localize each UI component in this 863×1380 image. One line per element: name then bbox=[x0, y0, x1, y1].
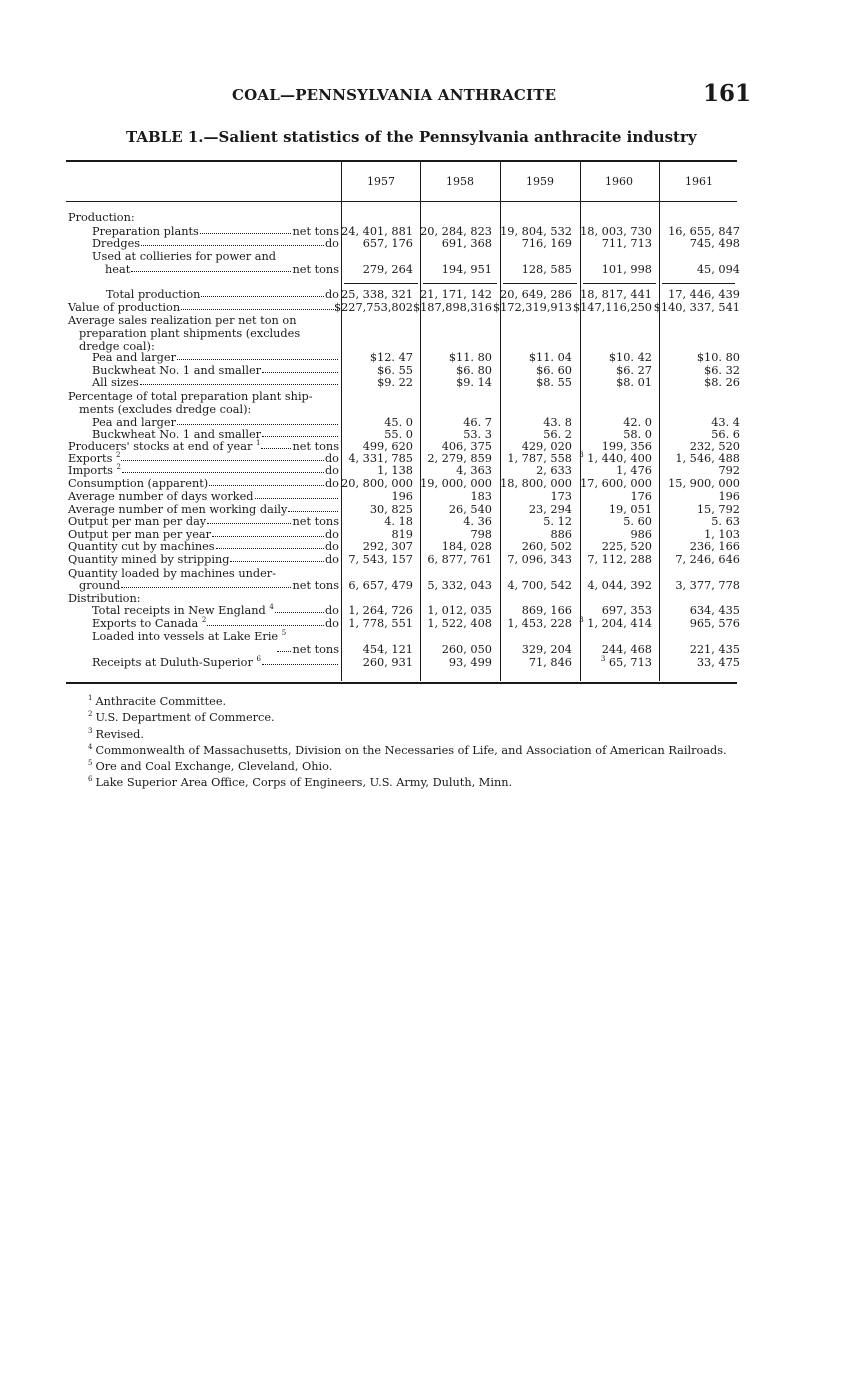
total-rule bbox=[423, 283, 497, 284]
cell-1960: 986 bbox=[630, 528, 652, 541]
row-label: Buckwheat No. 1 and smaller bbox=[92, 364, 339, 377]
cell-1958: 2, 279, 859 bbox=[427, 452, 492, 465]
row-label: Quantity cut by machines do bbox=[68, 540, 339, 553]
cell-1959: 71, 846 bbox=[528, 656, 572, 669]
table-row bbox=[0, 604, 863, 617]
row-label: Total production do bbox=[106, 288, 339, 301]
cell-1957: 20, 800, 000 bbox=[341, 477, 413, 490]
table-row bbox=[0, 579, 863, 592]
cell-1960: 42. 0 bbox=[623, 416, 652, 429]
cell-1957: 454, 121 bbox=[362, 643, 413, 656]
cell-1958: 5, 332, 043 bbox=[427, 579, 492, 592]
cell-1959: 18, 800, 000 bbox=[500, 477, 572, 490]
footnote: $^3$ Revised. bbox=[88, 726, 144, 741]
total-rule bbox=[344, 283, 418, 284]
cell-1957: 4, 331, 785 bbox=[348, 452, 413, 465]
cell-1960: 5. 60 bbox=[623, 515, 652, 528]
cell-1961: 634, 435 bbox=[689, 604, 740, 617]
table-row bbox=[0, 211, 863, 224]
cell-1960: 711, 713 bbox=[601, 237, 652, 250]
running-title: COAL—PENNSYLVANIA ANTHRACITE bbox=[232, 86, 557, 104]
row-label: Pea and larger bbox=[92, 416, 339, 429]
cell-1958: 4. 36 bbox=[463, 515, 492, 528]
cell-1961: 221, 435 bbox=[689, 643, 740, 656]
cell-1961: 1, 546, 488 bbox=[675, 452, 740, 465]
row-label: All sizes bbox=[92, 376, 339, 389]
cell-1960: 18, 817, 441 bbox=[580, 288, 652, 301]
table-row bbox=[0, 390, 863, 403]
cell-1958: 20, 284, 823 bbox=[420, 225, 492, 238]
cell-1959: 56. 2 bbox=[543, 428, 572, 441]
cell-1957: 1, 264, 726 bbox=[348, 604, 413, 617]
table-row bbox=[0, 376, 863, 389]
cell-1958: 26, 540 bbox=[448, 503, 492, 516]
table-row bbox=[0, 515, 863, 528]
cell-1959: 128, 585 bbox=[521, 263, 572, 276]
row-label: ments (excludes dredge coal): bbox=[79, 403, 252, 416]
cell-1960: $6. 27 bbox=[616, 364, 652, 377]
row-label: Imports $^2$ do bbox=[68, 463, 339, 477]
cell-1959: 5. 12 bbox=[543, 515, 572, 528]
cell-1957: 292, 307 bbox=[362, 540, 413, 553]
cell-1961: 33, 475 bbox=[696, 656, 740, 669]
table-row bbox=[0, 540, 863, 553]
row-label: Output per man per day net tons bbox=[68, 515, 339, 528]
cell-1959: 869, 166 bbox=[521, 604, 572, 617]
cell-1959: 19, 804, 532 bbox=[500, 225, 572, 238]
cell-1959: 429, 020 bbox=[521, 440, 572, 453]
table-row bbox=[0, 643, 863, 656]
cell-1959: 4, 700, 542 bbox=[507, 579, 572, 592]
page-number: 161 bbox=[703, 80, 752, 107]
table-header-rule bbox=[66, 201, 737, 202]
cell-1961: 965, 576 bbox=[689, 617, 740, 630]
cell-1961: 3, 377, 778 bbox=[675, 579, 740, 592]
cell-1959: $8. 55 bbox=[536, 376, 572, 389]
column-header-1961: 1961 bbox=[685, 175, 713, 188]
cell-1960: 176 bbox=[630, 490, 652, 503]
cell-1958: 1, 522, 408 bbox=[427, 617, 492, 630]
cell-1961: $10. 80 bbox=[696, 351, 740, 364]
footnote: $^2$ U.S. Department of Commerce. bbox=[88, 710, 275, 725]
cell-1958: 53. 3 bbox=[463, 428, 492, 441]
row-label: Producers' stocks at end of year $^1$ net tons bbox=[68, 439, 339, 453]
cell-1958: 6, 877, 761 bbox=[427, 553, 492, 566]
cell-1959: $6. 60 bbox=[536, 364, 572, 377]
cell-1958: $187,898,316 bbox=[412, 301, 492, 314]
cell-1957: $6. 55 bbox=[377, 364, 413, 377]
cell-1960: 101, 998 bbox=[601, 263, 652, 276]
cell-1957: 30, 825 bbox=[369, 503, 413, 516]
cell-1961: 745, 498 bbox=[689, 237, 740, 250]
row-label: Quantity mined by stripping do bbox=[68, 553, 339, 566]
cell-1961: $8. 26 bbox=[704, 376, 740, 389]
cell-1960: 7, 112, 288 bbox=[587, 553, 652, 566]
cell-1961: 7, 246, 646 bbox=[675, 553, 740, 566]
cell-1960: $^3$ 1, 204, 414 bbox=[579, 616, 652, 630]
cell-1960: 1, 476 bbox=[616, 464, 652, 477]
cell-1961: 16, 655, 847 bbox=[668, 225, 740, 238]
cell-1957: $227,753,802 bbox=[333, 301, 413, 314]
row-label: net tons bbox=[276, 643, 339, 656]
row-label: Total receipts in New England $^4$ do bbox=[92, 603, 339, 617]
table-row bbox=[0, 351, 863, 364]
row-label: ground net tons bbox=[79, 579, 339, 592]
cell-1959: 173 bbox=[550, 490, 572, 503]
cell-1960: $8. 01 bbox=[616, 376, 652, 389]
column-header-1957: 1957 bbox=[367, 175, 395, 188]
cell-1958: $6. 80 bbox=[456, 364, 492, 377]
row-label: Value of production bbox=[68, 301, 339, 314]
cell-1957: 260, 931 bbox=[362, 656, 413, 669]
cell-1960: 225, 520 bbox=[601, 540, 652, 553]
cell-1960: 199, 356 bbox=[601, 440, 652, 453]
table-row bbox=[0, 656, 863, 669]
cell-1961: 15, 792 bbox=[696, 503, 740, 516]
cell-1960: $^3$ 1, 440, 400 bbox=[579, 451, 652, 465]
cell-1961: 196 bbox=[718, 490, 740, 503]
row-label: Distribution: bbox=[68, 592, 141, 605]
cell-1958: 194, 951 bbox=[441, 263, 492, 276]
cell-1959: 1, 453, 228 bbox=[507, 617, 572, 630]
total-rule bbox=[662, 283, 735, 284]
cell-1958: 691, 368 bbox=[441, 237, 492, 250]
column-header-1960: 1960 bbox=[605, 175, 633, 188]
cell-1957: 55. 0 bbox=[384, 428, 413, 441]
cell-1960: 18, 003, 730 bbox=[580, 225, 652, 238]
row-label: Output per man per year do bbox=[68, 528, 339, 541]
table-row bbox=[0, 237, 863, 250]
cell-1959: 7, 096, 343 bbox=[507, 553, 572, 566]
cell-1961: 1, 103 bbox=[704, 528, 740, 541]
cell-1957: 4. 18 bbox=[384, 515, 413, 528]
cell-1959: 1, 787, 558 bbox=[507, 452, 572, 465]
cell-1959: $172,319,913 bbox=[492, 301, 572, 314]
column-header-1959: 1959 bbox=[526, 175, 554, 188]
cell-1959: 20, 649, 286 bbox=[500, 288, 572, 301]
cell-1957: 6, 657, 479 bbox=[348, 579, 413, 592]
cell-1959: 23, 294 bbox=[528, 503, 572, 516]
cell-1960: 4, 044, 392 bbox=[587, 579, 652, 592]
table-row bbox=[0, 403, 863, 416]
cell-1961: 15, 900, 000 bbox=[668, 477, 740, 490]
cell-1958: $11. 80 bbox=[448, 351, 492, 364]
cell-1957: $12. 47 bbox=[369, 351, 413, 364]
cell-1960: 17, 600, 000 bbox=[580, 477, 652, 490]
cell-1961: $6. 32 bbox=[704, 364, 740, 377]
cell-1959: 260, 502 bbox=[521, 540, 572, 553]
row-label: Preparation plants net tons bbox=[92, 225, 339, 238]
cell-1961: 45, 094 bbox=[696, 263, 740, 276]
row-label: Quantity loaded by machines under- bbox=[68, 567, 277, 580]
row-label: preparation plant shipments (excludes bbox=[79, 327, 301, 340]
cell-1959: 329, 204 bbox=[521, 643, 572, 656]
cell-1961: 236, 166 bbox=[689, 540, 740, 553]
row-label: Pea and larger bbox=[92, 351, 339, 364]
cell-1958: $9. 14 bbox=[456, 376, 492, 389]
cell-1959: 2, 633 bbox=[536, 464, 572, 477]
cell-1960: $10. 42 bbox=[608, 351, 652, 364]
cell-1960: 19, 051 bbox=[608, 503, 652, 516]
table-row bbox=[0, 617, 863, 630]
total-rule bbox=[503, 283, 577, 284]
cell-1961: 17, 446, 439 bbox=[668, 288, 740, 301]
row-label: dredge coal): bbox=[79, 340, 155, 353]
cell-1957: 499, 620 bbox=[362, 440, 413, 453]
cell-1958: 406, 375 bbox=[441, 440, 492, 453]
cell-1958: 21, 171, 142 bbox=[420, 288, 492, 301]
cell-1958: 184, 028 bbox=[441, 540, 492, 553]
table-title: TABLE 1.—Salient statistics of the Pennsylvania anthracite industry bbox=[126, 128, 697, 146]
cell-1958: 183 bbox=[470, 490, 492, 503]
cell-1960: 244, 468 bbox=[601, 643, 652, 656]
cell-1957: 7, 543, 157 bbox=[348, 553, 413, 566]
cell-1959: 716, 169 bbox=[521, 237, 572, 250]
cell-1959: $11. 04 bbox=[528, 351, 572, 364]
cell-1957: 1, 138 bbox=[377, 464, 413, 477]
cell-1959: 886 bbox=[550, 528, 572, 541]
cell-1961: 43. 4 bbox=[711, 416, 740, 429]
cell-1957: 657, 176 bbox=[362, 237, 413, 250]
footnote: $^1$ Anthracite Committee. bbox=[88, 694, 227, 708]
footnote: $^5$ Ore and Coal Exchange, Cleveland, Ohio. bbox=[88, 759, 333, 773]
table-row bbox=[0, 464, 863, 477]
cell-1957: 1, 778, 551 bbox=[348, 617, 413, 630]
row-label: Exports $^2$ do bbox=[68, 451, 339, 465]
footnote: $^6$ Lake Superior Area Office, Corps of Engineers, U.S. Army, Duluth, Minn. bbox=[88, 775, 513, 790]
cell-1957: 45. 0 bbox=[384, 416, 413, 429]
cell-1959: 43. 8 bbox=[543, 416, 572, 429]
cell-1960: 58. 0 bbox=[623, 428, 652, 441]
cell-1957: 279, 264 bbox=[362, 263, 413, 276]
table-row bbox=[0, 314, 863, 327]
cell-1958: 93, 499 bbox=[448, 656, 492, 669]
table-row bbox=[0, 250, 863, 263]
footnotes bbox=[66, 692, 738, 790]
table-top-rule bbox=[66, 160, 737, 162]
table-row bbox=[0, 288, 863, 301]
cell-1961: 56. 6 bbox=[711, 428, 740, 441]
row-label: Average number of days worked bbox=[68, 490, 339, 503]
cell-1957: 25, 338, 321 bbox=[341, 288, 413, 301]
row-label: Average sales realization per net ton on bbox=[68, 314, 297, 327]
cell-1958: 4, 363 bbox=[456, 464, 492, 477]
table-row bbox=[0, 263, 863, 276]
row-label: Percentage of total preparation plant ship- bbox=[68, 390, 313, 403]
footnote: $^4$ Commonwealth of Massachusetts, Division on the Necessaries of Life, and Association of American Railroads. bbox=[88, 742, 727, 757]
table-row bbox=[0, 553, 863, 566]
cell-1960: $147,116,250 bbox=[572, 301, 652, 314]
row-label: Exports to Canada $^2$ do bbox=[92, 616, 339, 630]
row-label: Consumption (apparent) do bbox=[68, 477, 339, 490]
cell-1960: $^3$ 65, 713 bbox=[600, 655, 652, 669]
row-label: Used at collieries for power and bbox=[92, 250, 277, 263]
row-label: heat net tons bbox=[105, 263, 339, 276]
cell-1957: 24, 401, 881 bbox=[341, 225, 413, 238]
row-label: Receipts at Duluth-Superior $^6$ bbox=[92, 656, 339, 669]
row-label: Dredges do bbox=[92, 237, 339, 250]
cell-1958: 19, 000, 000 bbox=[420, 477, 492, 490]
row-label: Buckwheat No. 1 and smaller bbox=[92, 428, 339, 441]
cell-1958: 1, 012, 035 bbox=[427, 604, 492, 617]
cell-1958: 46. 7 bbox=[463, 416, 492, 429]
table-row bbox=[0, 301, 863, 314]
cell-1958: 260, 050 bbox=[441, 643, 492, 656]
table-row bbox=[0, 327, 863, 340]
cell-1961: 5. 63 bbox=[711, 515, 740, 528]
cell-1961: $140, 337, 541 bbox=[653, 301, 740, 314]
table-row bbox=[0, 490, 863, 503]
table-row bbox=[0, 477, 863, 490]
cell-1957: 196 bbox=[391, 490, 413, 503]
cell-1961: 232, 520 bbox=[689, 440, 740, 453]
cell-1957: 819 bbox=[391, 528, 413, 541]
row-label: Average number of men working daily bbox=[68, 503, 339, 516]
cell-1960: 697, 353 bbox=[601, 604, 652, 617]
row-label: Production: bbox=[68, 211, 135, 224]
table-bottom-rule bbox=[66, 682, 737, 684]
row-label: Loaded into vessels at Lake Erie $^5$ bbox=[92, 629, 287, 643]
cell-1961: 792 bbox=[718, 464, 740, 477]
cell-1957: $9. 22 bbox=[377, 376, 413, 389]
column-header-1958: 1958 bbox=[446, 175, 474, 188]
cell-1958: 798 bbox=[470, 528, 492, 541]
table-row bbox=[0, 630, 863, 643]
total-rule bbox=[583, 283, 656, 284]
